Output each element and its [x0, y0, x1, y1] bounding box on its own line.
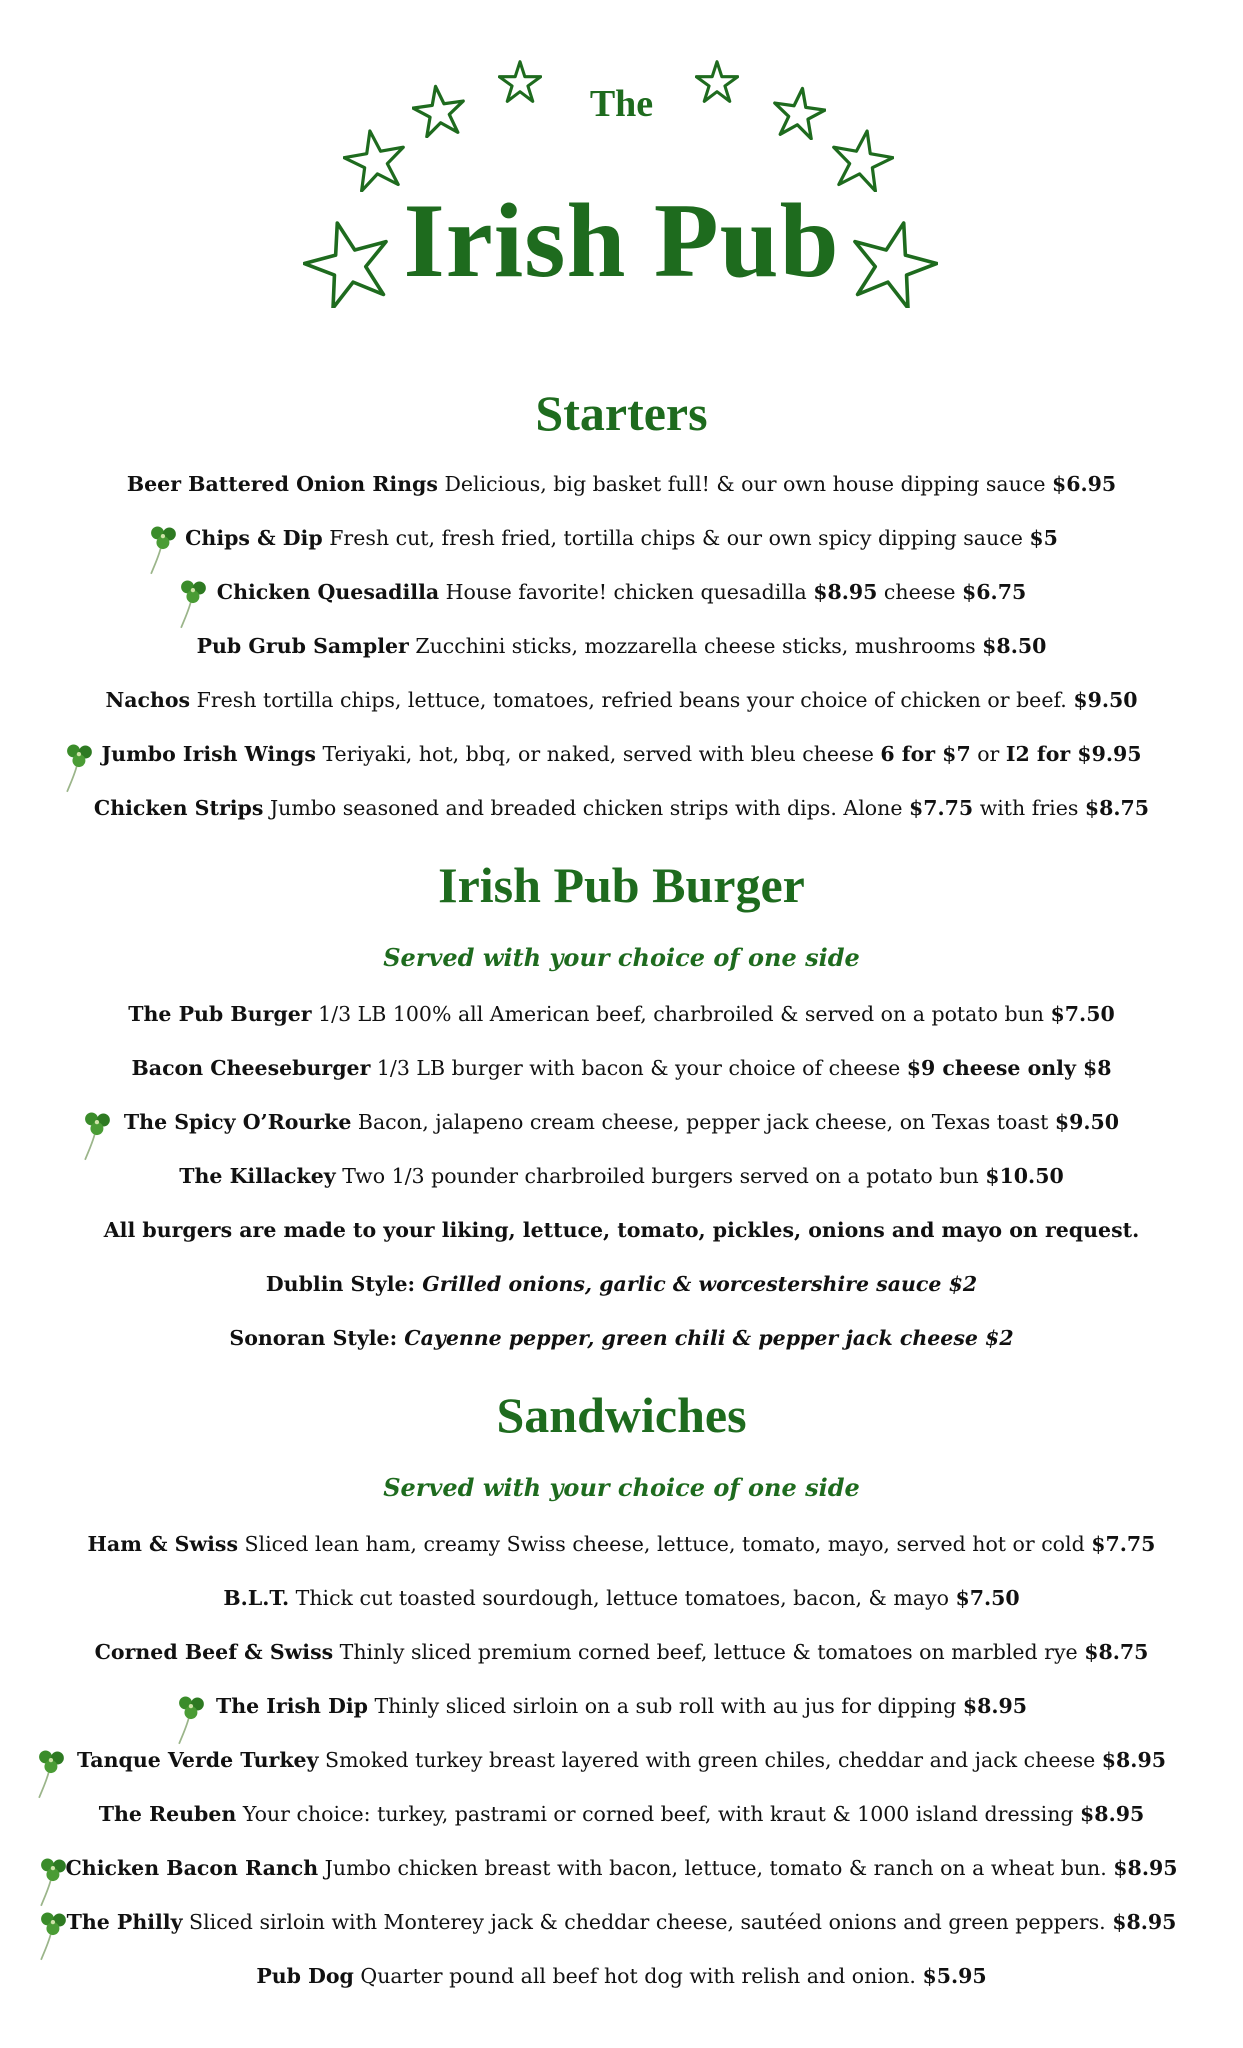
burger-style — [0, 1328, 1243, 1349]
menu-item — [0, 1058, 1243, 1079]
item-price: $8.75 — [1084, 796, 1150, 820]
item-desc: Bacon, jalapeno cream cheese, pepper jack cheese, on Texas toast — [351, 1110, 1055, 1134]
item-price: I2 for $9.95 — [1005, 742, 1142, 766]
item-price: $8.95 — [1112, 1910, 1177, 1934]
item-desc: or — [970, 742, 1006, 766]
item-desc: Thick cut toasted sourdough, lettuce tomatoes, bacon, & mayo — [289, 1586, 956, 1610]
item-desc: Your choice: turkey, pastrami or corned beef, with kraut & 1000 island dressing — [236, 1802, 1081, 1826]
item-desc: Sliced lean ham, creamy Swiss cheese, lettuce, tomato, mayo, served hot or cold — [238, 1532, 1092, 1556]
item-price: $5.95 — [922, 1964, 987, 1988]
style-name: Dublin Style: — [265, 1272, 416, 1296]
item-desc: Fresh cut, fresh fried, tortilla chips & our own spicy dipping sauce — [322, 526, 1030, 550]
menu-item — [0, 1804, 1243, 1825]
item-price: $8.75 — [1084, 1640, 1149, 1664]
menu-item — [0, 1166, 1243, 1187]
menu-item — [0, 1966, 1243, 1987]
shamrock-icon — [32, 1852, 76, 1908]
shamrock-icon — [30, 1744, 74, 1800]
item-price: $8.95 — [1113, 1856, 1178, 1880]
burger-note — [0, 1220, 1243, 1241]
item-name: Tanque Verde Turkey — [77, 1748, 319, 1772]
item-price: $6.95 — [1051, 472, 1117, 496]
shamrock-icon — [142, 520, 186, 576]
menu-item — [0, 798, 1243, 819]
menu-item — [0, 1112, 1243, 1133]
item-price: $9 cheese only $8 — [906, 1056, 1112, 1080]
item-name: The Philly — [66, 1910, 183, 1934]
item-name: Ham & Swiss — [87, 1532, 238, 1556]
item-price: $5 — [1029, 526, 1058, 550]
item-desc: Fresh tortilla chips, lettuce, tomatoes, refried beans your choice of chicken or beef. — [190, 688, 1074, 712]
style-name: Sonoran Style: — [229, 1326, 398, 1350]
item-name: Pub Dog — [256, 1964, 354, 1988]
item-desc: 1/3 LB 100% all American beef, charbroiled & served on a potato bun — [311, 1002, 1051, 1026]
header-the: The — [589, 83, 654, 125]
menu-item — [0, 1912, 1243, 1933]
menu-item — [0, 636, 1243, 657]
item-name: The Spicy O’Rourke — [123, 1110, 352, 1134]
burger-note-text: All burgers are made to your liking, lettuce, tomato, pickles, onions and mayo on request. — [103, 1218, 1140, 1242]
item-price: 6 for $7 — [880, 742, 971, 766]
item-price: $7.50 — [1050, 1002, 1115, 1026]
item-price: $7.50 — [955, 1586, 1020, 1610]
item-desc: House favorite! chicken quesadilla — [439, 580, 814, 604]
menu-item — [0, 1534, 1243, 1555]
item-desc: Thinly sliced premium corned beef, lettuce & tomatoes on marbled rye — [333, 1640, 1085, 1664]
star-icon — [830, 128, 894, 192]
menu-item — [0, 744, 1243, 765]
item-desc: with fries — [973, 796, 1085, 820]
item-desc: Jumbo seasoned and breaded chicken strips with dips. Alone — [263, 796, 909, 820]
item-price: $8.50 — [982, 634, 1047, 658]
star-icon — [343, 128, 407, 192]
shamrock-icon — [58, 738, 102, 794]
item-price: $8.95 — [813, 580, 878, 604]
item-name: Chicken Strips — [93, 796, 264, 820]
menu-item — [0, 1004, 1243, 1025]
restaurant-title: Irish Pub — [403, 182, 840, 299]
item-desc: Two 1/3 pounder charbroiled burgers served on a potato bun — [335, 1164, 986, 1188]
item-desc: Delicious, big basket full! & our own house dipping sauce — [437, 472, 1052, 496]
item-name: Chicken Bacon Ranch — [65, 1856, 319, 1880]
shamrock-icon — [32, 1906, 76, 1962]
item-price: $8.95 — [1080, 1802, 1145, 1826]
item-price: $7.75 — [908, 796, 974, 820]
item-desc: cheese — [877, 580, 963, 604]
item-name: Chicken Quesadilla — [216, 580, 440, 604]
section-title-sandwiches: Sandwiches — [496, 1387, 747, 1443]
section-subtitle: Served with your choice of one side — [383, 943, 860, 972]
item-name: Nachos — [105, 688, 191, 712]
item-name: Bacon Cheeseburger — [131, 1056, 371, 1080]
item-name: Jumbo Irish Wings — [101, 742, 316, 766]
item-name: The Pub Burger — [128, 1002, 312, 1026]
item-desc: Smoked turkey breast layered with green chiles, cheddar and jack cheese — [318, 1748, 1102, 1772]
item-name: B.L.T. — [223, 1586, 290, 1610]
style-desc: Cayenne pepper, green chili & pepper jack cheese $2 — [397, 1326, 1014, 1350]
section-subtitle: Served with your choice of one side — [383, 1473, 860, 1502]
shamrock-icon — [76, 1106, 120, 1162]
item-name: The Killackey — [179, 1164, 336, 1188]
section-title-starters: Starters — [535, 385, 708, 441]
item-name: Beer Battered Onion Rings — [126, 472, 438, 496]
item-desc: Zucchini sticks, mozzarella cheese sticks, mushrooms — [408, 634, 983, 658]
menu-item — [0, 1750, 1243, 1771]
shamrock-icon — [170, 1690, 214, 1746]
item-price: $8.95 — [1101, 1748, 1166, 1772]
style-desc: Grilled onions, garlic & worcestershire sauce $2 — [415, 1272, 978, 1296]
item-desc: 1/3 LB burger with bacon & your choice of cheese — [370, 1056, 907, 1080]
burger-style — [0, 1274, 1243, 1295]
item-price: $6.75 — [962, 580, 1027, 604]
item-price: $10.50 — [985, 1164, 1064, 1188]
item-price: $9.50 — [1054, 1110, 1120, 1134]
item-desc: Teriyaki, hot, bbq, or naked, served with bleu cheese — [315, 742, 881, 766]
menu-item — [0, 528, 1243, 549]
menu-item — [0, 1588, 1243, 1609]
item-desc: Quarter pound all beef hot dog with relish and onion. — [353, 1964, 923, 1988]
item-desc: Jumbo chicken breast with bacon, lettuce, tomato & ranch on a wheat bun. — [318, 1856, 1114, 1880]
item-price: $8.95 — [962, 1694, 1028, 1718]
item-name: Corned Beef & Swiss — [94, 1640, 334, 1664]
item-price: $9.50 — [1073, 688, 1138, 712]
section-title-burgers: Irish Pub Burger — [438, 857, 805, 913]
menu-item — [0, 1642, 1243, 1663]
menu-item — [0, 1858, 1243, 1879]
menu-item — [0, 690, 1243, 711]
menu-item — [0, 474, 1243, 495]
item-desc: Sliced sirloin with Monterey jack & cheddar cheese, sautéed onions and green peppers. — [182, 1910, 1113, 1934]
item-price: $7.75 — [1091, 1532, 1156, 1556]
item-name: The Reuben — [98, 1802, 237, 1826]
shamrock-icon — [172, 574, 216, 630]
item-name: Chips & Dip — [185, 526, 323, 550]
item-name: The Irish Dip — [215, 1694, 368, 1718]
item-name: Pub Grub Sampler — [196, 634, 409, 658]
item-desc: Thinly sliced sirloin on a sub roll with au jus for dipping — [367, 1694, 963, 1718]
